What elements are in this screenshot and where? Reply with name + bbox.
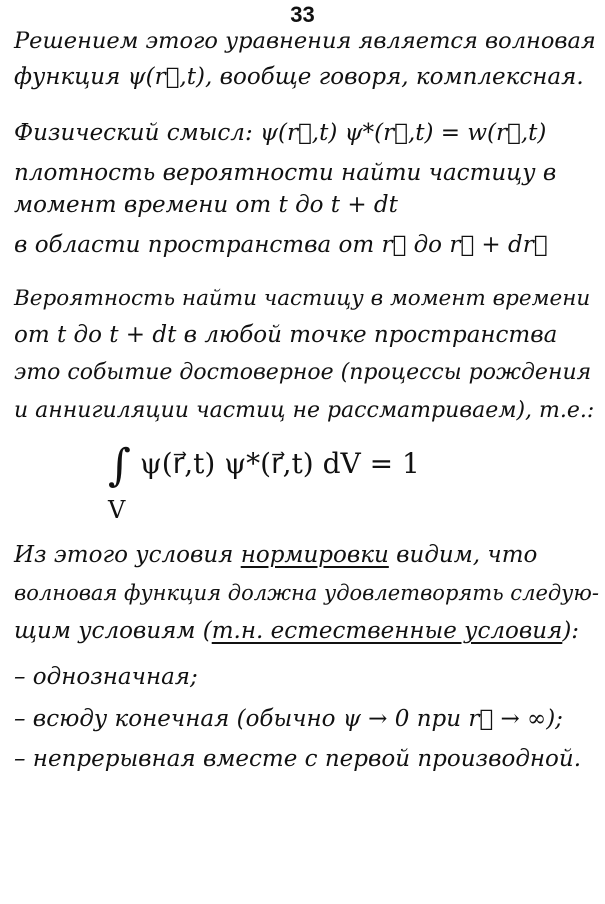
text-line-1: Решением этого уравнения является волновая <box>14 28 596 54</box>
text-line-6: в области пространства от r⃗ до r⃗ + dr⃗ <box>14 232 548 258</box>
conclusion-line-2: волновая функция должна удовлетворять следую- <box>14 581 599 605</box>
normalization-term: нормировки <box>240 542 389 568</box>
text-line-7: Вероятность найти частицу в момент времени <box>14 286 591 311</box>
text-line-3: Физический смысл: ψ(r⃗,t) ψ*(r⃗,t) = w(r⃗,t) <box>14 120 547 146</box>
conclusion-line-1-before: Из этого условия <box>14 542 234 568</box>
text-line-2: функция ψ(r⃗,t), вообще говоря, комплексная. <box>14 64 584 90</box>
text-line-4: плотность вероятности найти частицу в <box>14 160 557 186</box>
conclusion-line-1-after: видим, что <box>396 542 538 568</box>
text-line-5: момент времени от t до t + dt <box>14 192 398 218</box>
normalization-formula <box>108 440 420 491</box>
condition-item-2: – всюду конечная (обычно ψ → 0 при r⃗ → ∞); <box>14 706 563 732</box>
condition-item-3: – непрерывная вместе с первой производной. <box>14 746 582 772</box>
conclusion-line-3-after: ): <box>562 618 580 644</box>
conclusion-line-3-before: щим условиям ( <box>14 618 212 644</box>
conclusion-line-1 <box>14 540 537 570</box>
text-line-8: от t до t + dt в любой точке пространства <box>14 322 558 348</box>
formula-body: ψ(r⃗,t) ψ*(r⃗,t) dV = 1 <box>139 447 420 480</box>
natural-conditions-term: т.н. естественные условия <box>211 618 563 644</box>
page-number: 33 <box>290 2 315 27</box>
condition-item-1: – однозначная; <box>14 664 198 690</box>
text-line-9: это событие достоверное (процессы рождения <box>14 360 592 385</box>
integral-sign: ∫ <box>108 440 131 491</box>
integral-domain: V <box>108 496 126 524</box>
conclusion-line-3 <box>14 616 579 646</box>
text-line-10: и аннигиляции частиц не рассматриваем), т.е.: <box>14 398 595 423</box>
